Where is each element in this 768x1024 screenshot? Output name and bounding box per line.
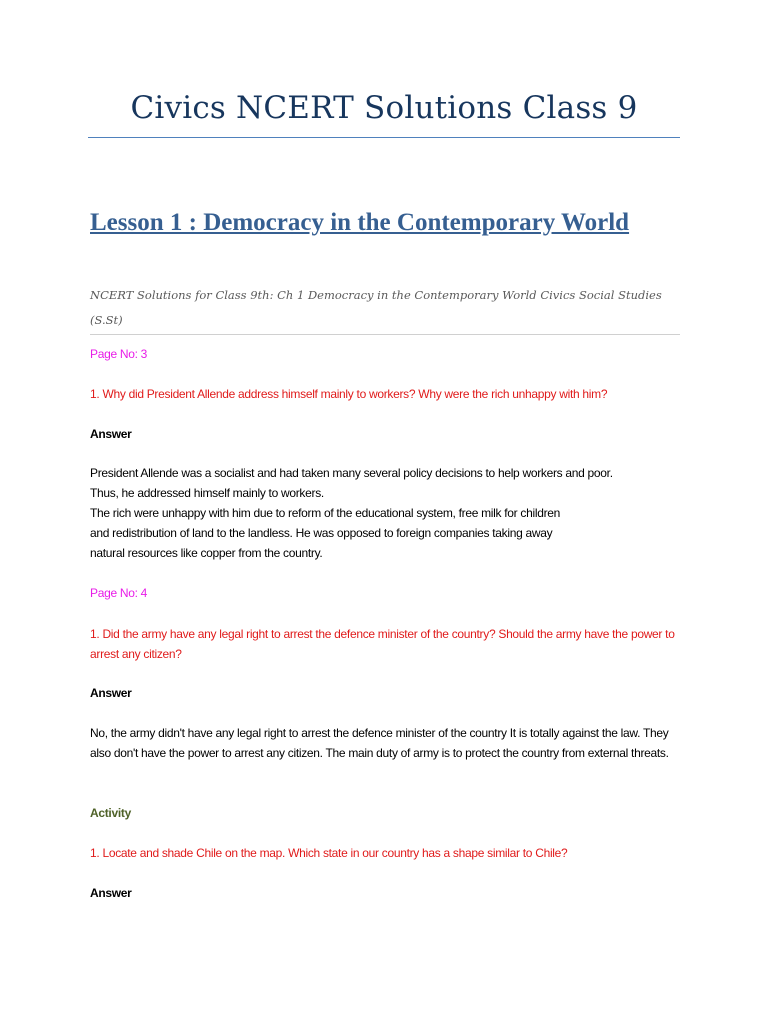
subtitle-divider <box>90 334 680 335</box>
answer-line: Thus, he addressed himself mainly to workers. <box>90 486 324 500</box>
answer-2-text: No, the army didn't have any legal right to arrest the defence minister of the country It is totally against the law. They also don't have the power to arrest any citizen. The main duty of army is to protect the country from external threats. <box>90 726 669 760</box>
answer-1-text <box>90 463 690 563</box>
lesson-subtitle: NCERT Solutions for Class 9th: Ch 1 Democracy in the Contemporary World Civics Social Studies (S.St) <box>90 288 662 327</box>
document-title: Civics NCERT Solutions Class 9 <box>130 90 638 126</box>
page-number-label: Page No: 3 <box>90 347 148 361</box>
answer-line: natural resources like copper from the country. <box>90 546 323 560</box>
answer-line: and redistribution of land to the landless. He was opposed to foreign companies taking away <box>90 526 553 540</box>
activity-label: Activity <box>90 806 131 820</box>
question-1: 1. Why did President Allende address himself mainly to workers? Why were the rich unhappy with him? <box>90 387 608 401</box>
answer-label: Answer <box>90 427 132 441</box>
title-divider <box>88 137 680 138</box>
page-number-label: Page No: 4 <box>90 586 148 600</box>
question-3: 1. Locate and shade Chile on the map. Which state in our country has a shape similar to Chile? <box>90 846 568 860</box>
answer-label: Answer <box>90 686 132 700</box>
answer-line: The rich were unhappy with him due to reform of the educational system, free milk for children <box>90 506 561 520</box>
answer-label: Answer <box>90 886 132 900</box>
lesson-heading: Lesson 1 : Democracy in the Contemporary World <box>90 209 630 236</box>
answer-line: President Allende was a socialist and had taken many several policy decisions to help workers and poor. <box>90 466 613 480</box>
question-2: 1. Did the army have any legal right to arrest the defence minister of the country? Should the army have the power to arrest any citizen? <box>90 627 675 661</box>
